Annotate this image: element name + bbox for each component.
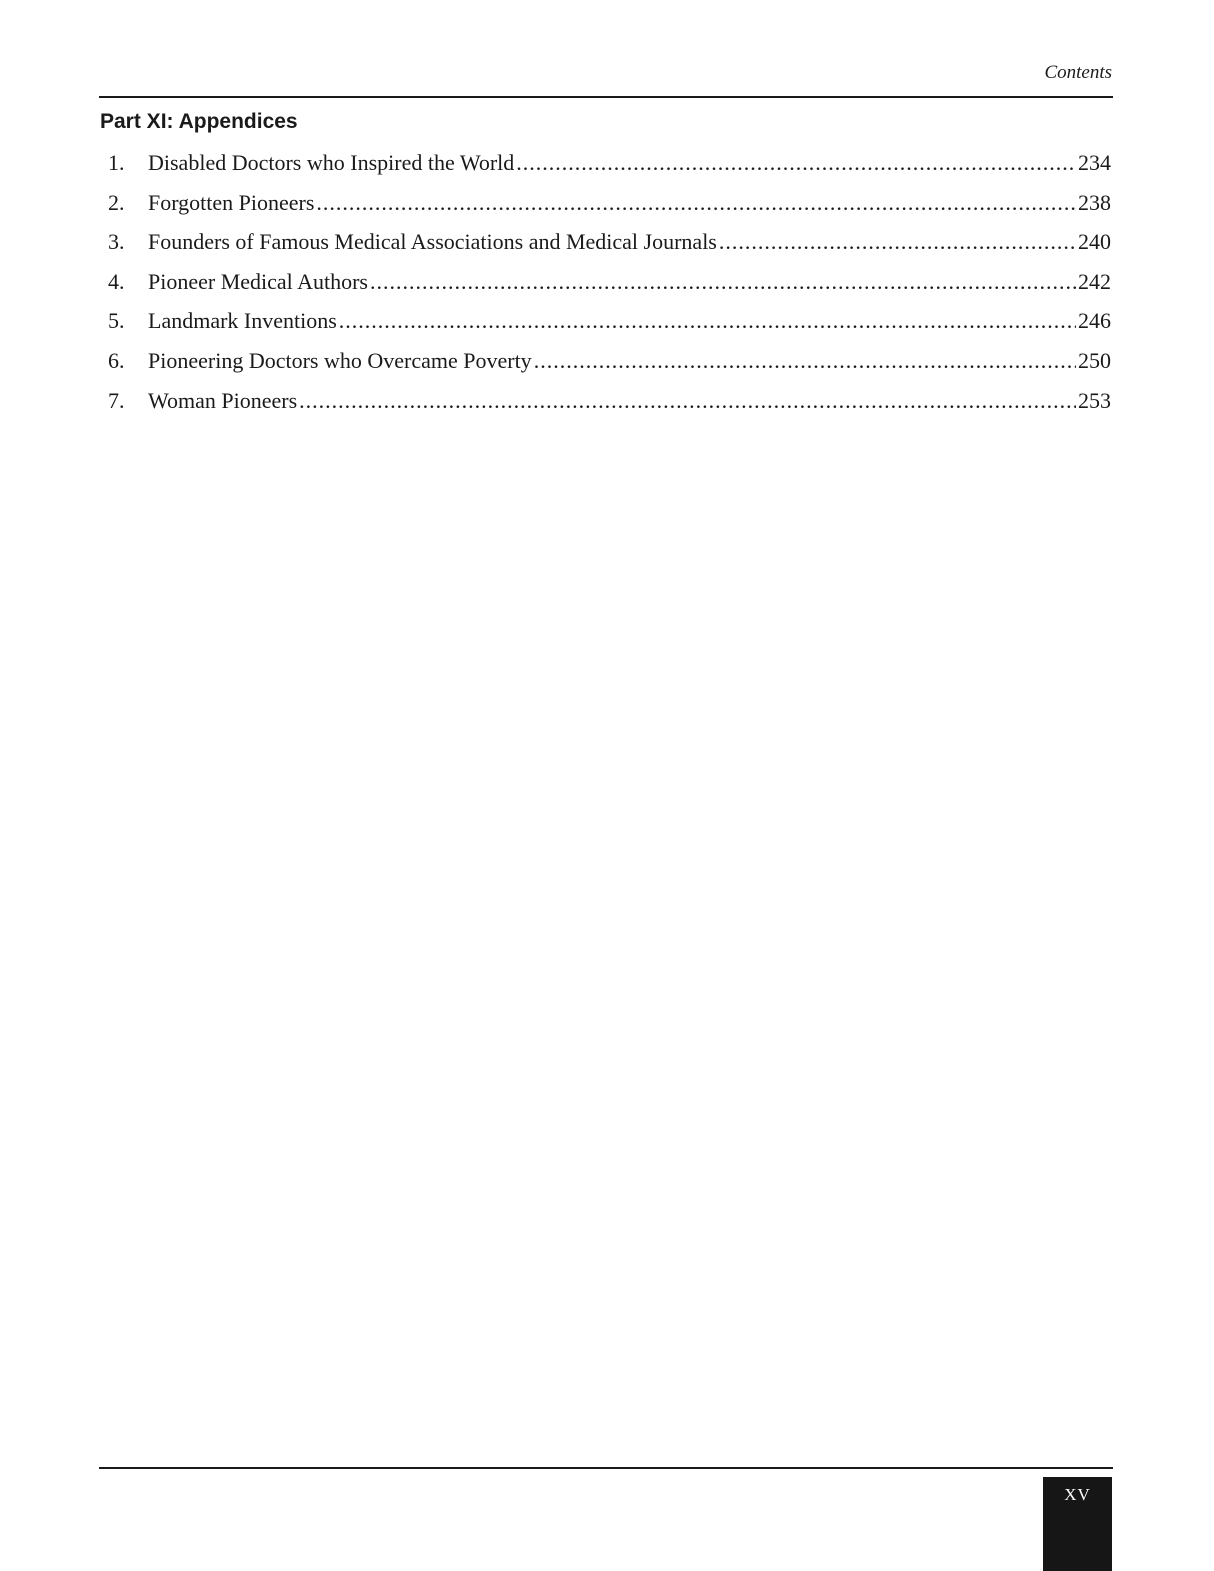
dot-leader	[339, 308, 1076, 334]
toc-entry-title: Woman Pioneers	[148, 387, 298, 413]
toc-entry-page: 238	[1078, 189, 1111, 215]
toc-entry-number: 5.	[108, 308, 125, 334]
toc-entry[interactable]	[108, 388, 1111, 428]
dot-leader	[370, 269, 1076, 295]
footer-rule	[99, 1467, 1113, 1469]
page-number: XV	[1064, 1485, 1091, 1504]
toc-entry-title: Disabled Doctors who Inspired the World	[148, 150, 515, 175]
toc-entry-number: 7.	[108, 387, 125, 413]
toc-entry-title: Landmark Inventions	[148, 308, 337, 334]
header-rule	[99, 96, 1113, 98]
toc-entry[interactable]	[108, 348, 1111, 388]
toc-entry-page: 253	[1078, 387, 1111, 413]
toc-entry-number: 2.	[108, 189, 125, 215]
running-header: Contents	[1044, 62, 1112, 83]
toc-entry[interactable]	[108, 190, 1111, 230]
toc-entry-number: 6.	[108, 347, 125, 373]
toc-entry-page: 234	[1078, 150, 1111, 175]
dot-leader	[299, 388, 1076, 414]
page-number-box	[1043, 1477, 1112, 1571]
toc-entry-number: 1.	[108, 150, 125, 175]
dot-leader	[516, 150, 1076, 176]
dot-leader	[534, 348, 1076, 374]
toc-entry[interactable]	[108, 308, 1111, 348]
toc-list	[108, 150, 1111, 427]
toc-entry-title: Forgotten Pioneers	[148, 189, 315, 215]
toc-entry[interactable]	[108, 229, 1111, 269]
toc-entry[interactable]	[108, 150, 1111, 190]
toc-entry-page: 246	[1078, 308, 1111, 334]
toc-entry[interactable]	[108, 269, 1111, 309]
dot-leader	[316, 190, 1076, 216]
toc-entry-number: 3.	[108, 229, 125, 255]
toc-entry-number: 4.	[108, 268, 125, 294]
toc-entry-title: Pioneer Medical Authors	[148, 268, 368, 294]
toc-entry-page: 250	[1078, 347, 1111, 373]
toc-entry-page: 242	[1078, 268, 1111, 294]
toc-entry-page: 240	[1078, 229, 1111, 255]
toc-entry-title: Founders of Famous Medical Associations and Medical Journals	[148, 229, 717, 255]
part-title: Part XI: Appendices	[100, 110, 298, 133]
dot-leader	[719, 229, 1076, 255]
toc-entry-title: Pioneering Doctors who Overcame Poverty	[148, 347, 532, 373]
